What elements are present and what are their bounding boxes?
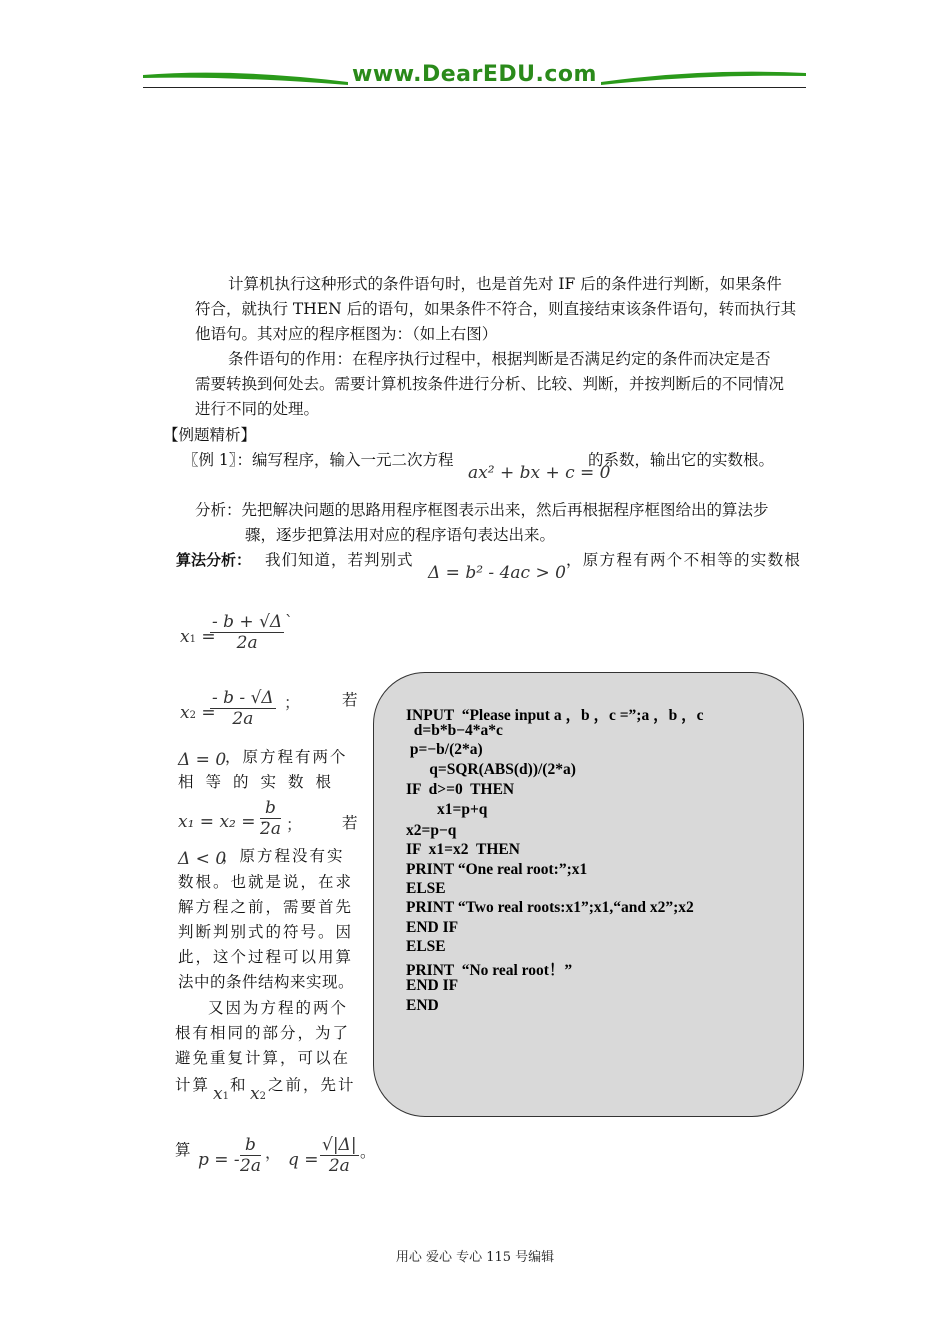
code-line: PRINT “Two real roots:x1”;x1,“and x2”;x2 [406, 899, 694, 916]
header-divider [143, 87, 806, 88]
code-line: x2=p−q [406, 822, 457, 839]
code-line: PRINT “No real root！” [406, 962, 573, 979]
x2-lhs: x2 = [180, 703, 216, 723]
left-text-l8: 法中的条件结构来实现。 [178, 973, 355, 991]
q-fraction: $\frac{√|\Delta|}{2a}$ [322, 1135, 357, 1176]
b-over-2a: $\frac{b}{2a}$ [260, 798, 281, 839]
program-code-box [373, 672, 804, 1117]
x2-fraction: $\frac{- b - √\Delta}{2a}$ [212, 688, 274, 729]
code-line: p=−b/(2*a) [406, 741, 483, 758]
site-name[interactable]: www.DearEDU.com [352, 62, 597, 87]
code-line: IF d>=0 THEN [406, 781, 515, 798]
intro-p1-line2: 符合，就执行 THEN 后的语句，如果条件不符合，则直接结束该条件语句，转而执行其 [195, 300, 797, 318]
left-text-l9: 又因为方程的两个 [208, 999, 349, 1017]
left-text-l12c: 之前，先计 [268, 1076, 356, 1094]
end-period: 。 [360, 1143, 376, 1161]
algo-label: 算法分析： [176, 551, 252, 569]
left-text-l11: 避免重复计算，可以在 [175, 1049, 351, 1067]
p-lhs: p = - [198, 1150, 240, 1170]
code-line: END IF [406, 919, 459, 936]
x2-inline: x2 [250, 1084, 266, 1104]
x1-eq-x2: x₁ = x₂ = - [178, 812, 267, 832]
intro-p2-line1: 条件语句的作用：在程序执行过程中，根据判断是否满足约定的条件而决定是否 [228, 350, 771, 368]
x1-fraction: $\frac{- b + √\Delta}{2a}$ [212, 612, 283, 653]
x1-inline: x1 [213, 1084, 229, 1104]
code-line: END [406, 997, 439, 1014]
example-equation: ax² + bx + c = 0 [468, 463, 611, 483]
x1-lhs: x1 = [180, 627, 216, 647]
intro-p2-line2: 需要转换到何处去。需要计算机按条件进行分析、比较、判断，并按判断后的不同情况 [195, 375, 785, 393]
left-text-l12a: 计算 [175, 1076, 211, 1094]
example-label: 〖例 1〗：编写程序，输入一元二次方程 [183, 451, 454, 469]
analysis-line1: 分析：先把解决问题的思路用程序框图表示出来，然后再根据程序框图给出的算法步 [195, 501, 769, 519]
ruo-2: 若 [342, 814, 358, 832]
intro-p2-line3: 进行不同的处理。 [195, 400, 320, 418]
example-tail: 的系数，输出它的实数根。 [588, 451, 775, 469]
analysis-line2: 骤，逐步把算法用对应的程序语句表达出来。 [245, 526, 556, 544]
code-line: INPUT “Please input a ，b ，c =”;a ，b ，c [406, 707, 704, 724]
code-line: PRINT “One real root:”;x1 [406, 861, 588, 878]
left-text-l1: ，原方程有两个 [225, 748, 348, 766]
section-title: 【例题精析】 [163, 426, 257, 444]
left-text-l12b: 和 [230, 1076, 248, 1094]
left-text-l10: 根有相同的部分，为了 [175, 1024, 351, 1042]
delta-lt0: Δ < 0 [178, 849, 227, 869]
code-line: ELSE [406, 938, 446, 955]
discriminant: Δ = b² - 4ac > 0 [428, 563, 566, 583]
left-text-l4: 数根。也就是说，在求 [178, 873, 354, 891]
intro-p1-line3: 他语句。其对应的程序框图为：（如上右图） [195, 325, 498, 343]
intro-p1-line1: 计算机执行这种形式的条件语句时，也是首先对 IF 后的条件进行判断，如果条件 [228, 275, 782, 293]
q-lhs: q = [288, 1150, 319, 1170]
code-line: d=b*b−4*a*c [406, 722, 503, 739]
left-text-l7: 此，这个过程可以用算 [178, 948, 354, 966]
page-footer: 用心 爱心 专心 115 号编辑 [395, 1250, 555, 1265]
code-line: x1=p+q [406, 801, 488, 818]
code-line: IF x1=x2 THEN [406, 841, 520, 858]
delta-eq0: Δ = 0 [178, 750, 227, 770]
p-fraction: $\frac{b}{2a}$ [240, 1135, 261, 1176]
left-text-l2: 相等的实数根 [178, 773, 344, 791]
algo-text1: 我们知道，若判别式 [265, 551, 414, 569]
left-text-suan: 算 [175, 1141, 193, 1159]
code-line: ELSE [406, 880, 446, 897]
code-line: END IF [406, 977, 459, 994]
left-text-l3: ，原方程没有实 [222, 847, 345, 865]
left-text-l6: 判断判别式的符号。因 [178, 923, 354, 941]
code-line: q=SQR(ABS(d))/(2*a) [406, 761, 576, 778]
ruo-1: 若 [342, 691, 358, 709]
algo-text2: ，原方程有两个不相等的实数根 [566, 551, 802, 569]
left-text-l5: 解方程之前，需要首先 [178, 898, 354, 916]
